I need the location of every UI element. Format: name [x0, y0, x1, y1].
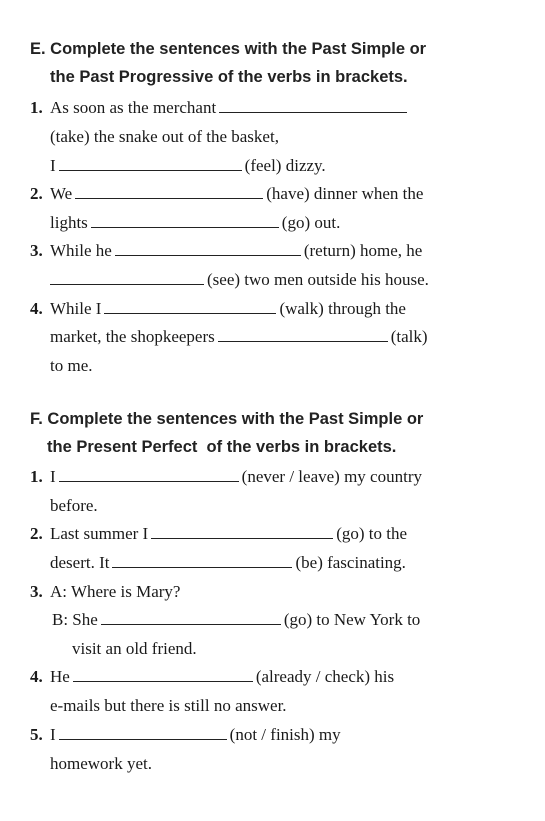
sentence-text: While he	[50, 241, 112, 260]
answer-blank[interactable]	[151, 521, 333, 539]
exercise-e4-line3	[30, 351, 535, 380]
item-number: 2.	[30, 184, 43, 203]
answer-blank[interactable]	[75, 181, 263, 199]
item-number: 3.	[30, 582, 43, 601]
exercise-f3-line2	[30, 605, 535, 634]
answer-blank[interactable]	[104, 296, 276, 314]
sentence-text: (go) to New York to	[283, 610, 421, 629]
answer-blank[interactable]	[59, 464, 239, 482]
sentence-text: B: She	[52, 610, 98, 629]
item-number: 4.	[30, 299, 43, 318]
section-e-heading	[30, 35, 426, 91]
answer-blank[interactable]	[50, 267, 204, 285]
exercise-e3-line2	[30, 265, 535, 294]
sentence-text: (already / check) his	[255, 667, 395, 686]
sentence-text: (talk)	[390, 327, 428, 346]
item-number: 1.	[30, 98, 43, 117]
answer-blank[interactable]	[59, 722, 227, 740]
exercise-f1-line1	[30, 462, 535, 491]
sentence-text: (walk) through the	[279, 299, 406, 318]
sentence-text: I	[50, 725, 56, 744]
sentence-text: I	[50, 156, 56, 175]
answer-blank[interactable]	[112, 550, 292, 568]
sentence-text: As soon as the merchant	[50, 98, 217, 117]
exercise-e2-line1	[30, 179, 535, 208]
sentence-text: market, the shopkeepers	[50, 327, 215, 346]
answer-blank[interactable]	[91, 210, 279, 228]
exercise-f3-line1	[30, 577, 535, 606]
sentence-text: homework yet.	[50, 754, 152, 773]
item-number: 4.	[30, 667, 43, 686]
sentence-text: desert. It	[50, 553, 110, 572]
exercise-e1-line1	[30, 93, 535, 122]
exercise-f3-line3	[30, 634, 535, 663]
answer-blank[interactable]	[59, 153, 242, 171]
exercise-f4-line2	[30, 691, 535, 720]
answer-blank[interactable]	[219, 95, 407, 113]
exercise-e1-line2	[30, 122, 535, 151]
sentence-text: (not / finish) my	[229, 725, 341, 744]
sentence-text: (never / leave) my country	[241, 467, 422, 486]
item-number: 2.	[30, 524, 43, 543]
sentence-text: While I	[50, 299, 102, 318]
section-e-title-line1: E. Complete the sentences with the Past Simple or	[30, 40, 427, 58]
sentence-text: (take) the snake out of the basket,	[50, 127, 279, 146]
answer-blank[interactable]	[115, 238, 301, 256]
answer-blank[interactable]	[101, 607, 281, 625]
sentence-text: (have) dinner when the	[266, 184, 424, 203]
sentence-text: A: Where is Mary?	[50, 582, 181, 601]
exercise-f5-line2	[30, 749, 535, 778]
sentence-text: to me.	[50, 356, 93, 375]
exercise-e4-line1	[30, 294, 535, 323]
exercise-e1-line3	[30, 151, 535, 180]
section-f-title-line1: F. Complete the sentences with the Past Simple or	[30, 410, 424, 428]
exercise-f2-line1	[30, 519, 535, 548]
sentence-text: (go) out.	[281, 213, 341, 232]
sentence-text: (return) home, he	[303, 241, 423, 260]
item-number: 1.	[30, 467, 43, 486]
sentence-text: He	[50, 667, 70, 686]
sentence-text: (be) fascinating.	[295, 553, 406, 572]
exercise-f2-line2	[30, 548, 535, 577]
exercise-f4-line1	[30, 662, 535, 691]
section-e-title-line2: the Past Progressive of the verbs in brackets.	[50, 68, 408, 86]
sentence-text: lights	[50, 213, 88, 232]
exercise-e2-line2	[30, 208, 535, 237]
exercise-e4-line2	[30, 322, 535, 351]
section-f-heading	[30, 405, 423, 461]
sentence-text: e-mails but there is still no answer.	[50, 696, 287, 715]
sentence-text: (feel) dizzy.	[244, 156, 326, 175]
item-number: 5.	[30, 725, 43, 744]
sentence-text: visit an old friend.	[72, 639, 197, 658]
sentence-text: Last summer I	[50, 524, 149, 543]
sentence-text: (go) to the	[336, 524, 408, 543]
section-f-title-line2: the Present Perfect of the verbs in brackets.	[47, 438, 397, 456]
sentence-text: (see) two men outside his house.	[207, 270, 429, 289]
answer-blank[interactable]	[73, 664, 253, 682]
exercise-e3-line1	[30, 236, 535, 265]
item-number: 3.	[30, 241, 43, 260]
sentence-text: before.	[50, 496, 98, 515]
exercise-f1-line2	[30, 491, 535, 520]
sentence-text: We	[50, 184, 73, 203]
exercise-f5-line1	[30, 720, 535, 749]
answer-blank[interactable]	[218, 324, 388, 342]
sentence-text: I	[50, 467, 56, 486]
